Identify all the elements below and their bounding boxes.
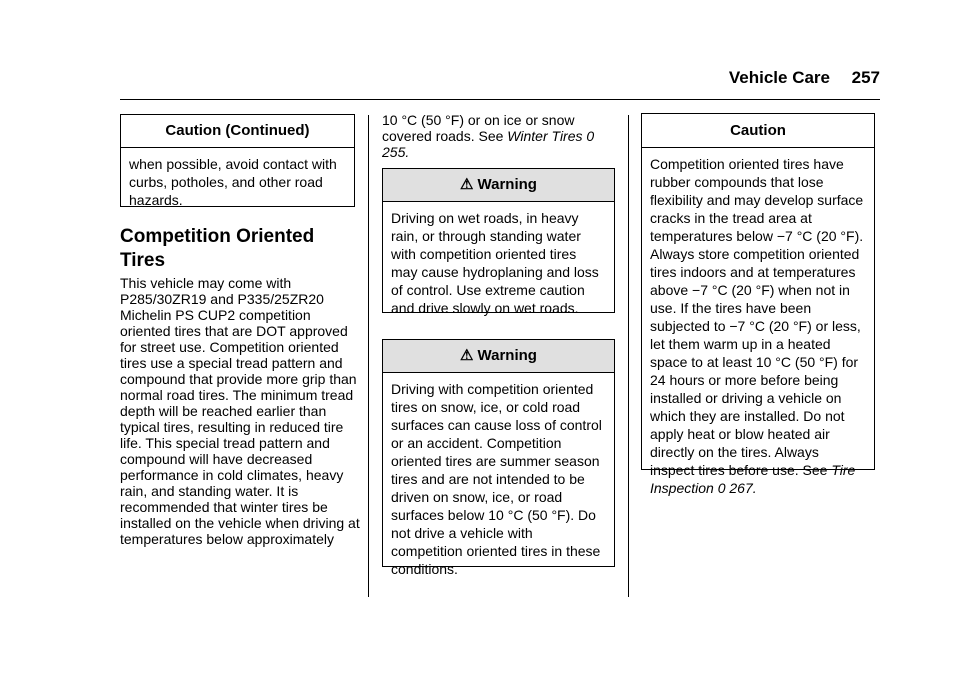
- warning-box-snow-ice: [382, 339, 615, 577]
- section-heading: Competition Oriented Tires: [120, 226, 315, 271]
- caution-box-storage: [641, 113, 875, 496]
- competition-tires-paragraph: This vehicle may come with P285/30ZR19 and P335/25ZR20 Michelin PS CUP2 competition oriented tires that are DOT approved for street use. Competition oriented tires use a special tread pattern and compound that provide more grip than normal road tires. The minimum tread depth will be reached earlier than typical tires, resulting in reduced tire life. This special tread pattern and compound will have decreased performance in cold climates, heavy rain, and standing water. It is recommended that winter tires be installed on the vehicle when driving at temperatures below approximately: [120, 275, 360, 547]
- tire-inspection-link[interactable]: Tire Inspection: [650, 462, 856, 496]
- warning-header: [383, 340, 614, 373]
- warning-body: Driving with competition oriented tires on snow, ice, or cold road surfaces can cause loss of control or an accident. Competition oriented tires are summer season tires and are not intended to be driven on snow, ice, or road surfaces below 10 °C (50 °F). Do not drive a vehicle with competition oriented tires in these conditions.: [391, 381, 602, 577]
- caution-body-text: Competition oriented tires have rubber compounds that lose flexibility and may develop surface cracks in the tread area at temperatures below −7 °C (20 °F). Always store competition oriented tires indoors and at temperatures above −7 °C (20 °F) when not in use. If the tires have been subjected to −7 °C (20 °F) or less, let them warm up in a heated space to at least 10 °C (50 °F) for 24 hours or more before being installed or driving a vehicle on which they are installed. Do not apply heat or blow heated air directly on the tires. Always inspect tires before use. See: [650, 156, 864, 478]
- column-divider-left: [368, 115, 369, 597]
- warning-title: Warning: [477, 347, 537, 364]
- warning-box-wet-roads: [382, 168, 615, 316]
- caution-continued-box: [120, 114, 355, 207]
- column-divider-right: [628, 115, 629, 597]
- winter-tires-link[interactable]: Winter Tires: [507, 128, 583, 144]
- header-divider: [120, 99, 880, 100]
- warning-body: Driving on wet roads, in heavy rain, or through standing water with competition oriented tires may cause hydroplaning and loss of control. Use extreme caution and drive slowly on wet roads.: [391, 210, 599, 316]
- page-number: 257: [851, 68, 880, 87]
- caution-continued-title: Caution (Continued): [121, 115, 354, 148]
- caution-continued-body: when possible, avoid contact with curbs, potholes, and other road hazards.: [129, 156, 337, 208]
- winter-intro-paragraph: [382, 112, 614, 160]
- winter-tires-page-ref[interactable]: 0 255.: [382, 128, 595, 160]
- section-title: Vehicle Care: [728, 68, 830, 87]
- caution-title: Caution: [642, 114, 874, 148]
- warning-title: Warning: [477, 176, 537, 193]
- warning-icon: ⚠: [460, 347, 474, 364]
- winter-intro-text: 10 °C (50 °F) or on ice or snow covered roads. See: [382, 112, 575, 144]
- warning-header: [383, 169, 614, 202]
- tire-inspection-page-ref[interactable]: 0 267.: [717, 480, 757, 496]
- caution-body: [642, 148, 874, 505]
- warning-icon: ⚠: [460, 176, 474, 193]
